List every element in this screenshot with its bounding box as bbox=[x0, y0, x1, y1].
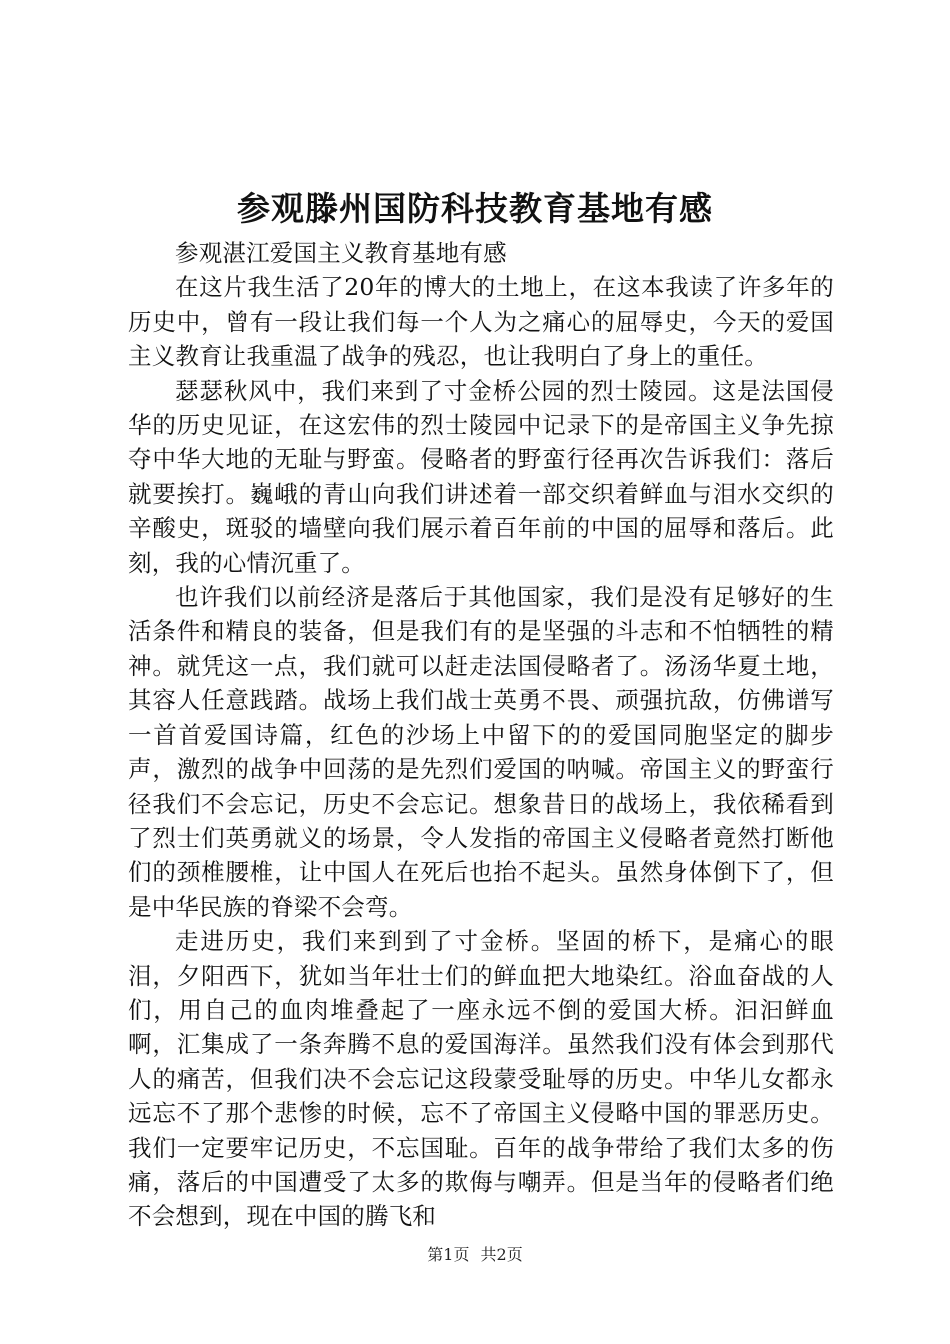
document-title: 参观滕州国防科技教育基地有感 bbox=[237, 189, 713, 228]
body-paragraph: 在这片我生活了20年的博大的土地上，在这本我读了许多年的历史中，曾有一段让我们每一个人为之痛心的屈辱史，今天的爱国主义教育让我重温了战争的残忍，也让我明白了身上的重任。 bbox=[128, 273, 834, 371]
document-body bbox=[128, 236, 834, 1234]
body-paragraph: 走进历史，我们来到到了寸金桥。坚固的桥下，是痛心的眼泪，夕阳西下，犹如当年壮士们的鲜血把大地染红。浴血奋战的人们，用自己的血肉堆叠起了一座永远不倒的爱国大桥。汩汩鲜血啊，汇集成了一条奔腾不息的爱国海洋。虽然我们没有体会到那代人的痛苦，但我们决不会忘记这段蒙受耻辱的历史。中华儿女都永远忘不了那个悲惨的时候，忘不了帝国主义侵略中国的罪恶历史。我们一定要牢记历史，不忘国耻。百年的战争带给了我们太多的伤痛，落后的中国遭受了太多的欺侮与嘲弄。但是当年的侵略者们绝不会想到，现在中国的腾飞和 bbox=[128, 927, 834, 1231]
page-number: 第1页 bbox=[427, 1245, 470, 1264]
page-footer bbox=[0, 1243, 950, 1267]
body-paragraph: 也许我们以前经济是落后于其他国家，我们是没有足够好的生活条件和精良的装备，但是我们有的是坚强的斗志和不怕牺牲的精神。就凭这一点，我们就可以赶走法国侵略者了。汤汤华夏土地，其容人任意践踏。战场上我们战士英勇不畏、顽强抗敌，仿佛谱写一首首爱国诗篇，红色的沙场上中留下的的爱国同胞坚定的脚步声，激烈的战争中回荡的是先烈们爱国的呐喊。帝国主义的野蛮行径我们不会忘记，历史不会忘记。想象昔日的战场上，我依稀看到了烈士们英勇就义的场景，令人发指的帝国主义侵略者竟然打断他们的颈椎腰椎，让中国人在死后也抬不起头。虽然身体倒下了，但是中华民族的脊梁不会弯。 bbox=[128, 583, 834, 921]
page-total: 共2页 bbox=[480, 1245, 523, 1264]
subtitle-paragraph: 参观湛江爱国主义教育基地有感 bbox=[175, 239, 507, 267]
body-paragraph: 瑟瑟秋风中，我们来到了寸金桥公园的烈士陵园。这是法国侵华的历史见证，在这宏伟的烈士陵园中记录下的是帝国主义争先掠夺中华大地的无耻与野蛮。侵略者的野蛮行径再次告诉我们：落后就要挨打。巍峨的青山向我们讲述着一部交织着鲜血与泪水交织的辛酸史，斑驳的墙壁向我们展示着百年前的中国的屈辱和落后。此刻，我的心情沉重了。 bbox=[128, 376, 834, 577]
